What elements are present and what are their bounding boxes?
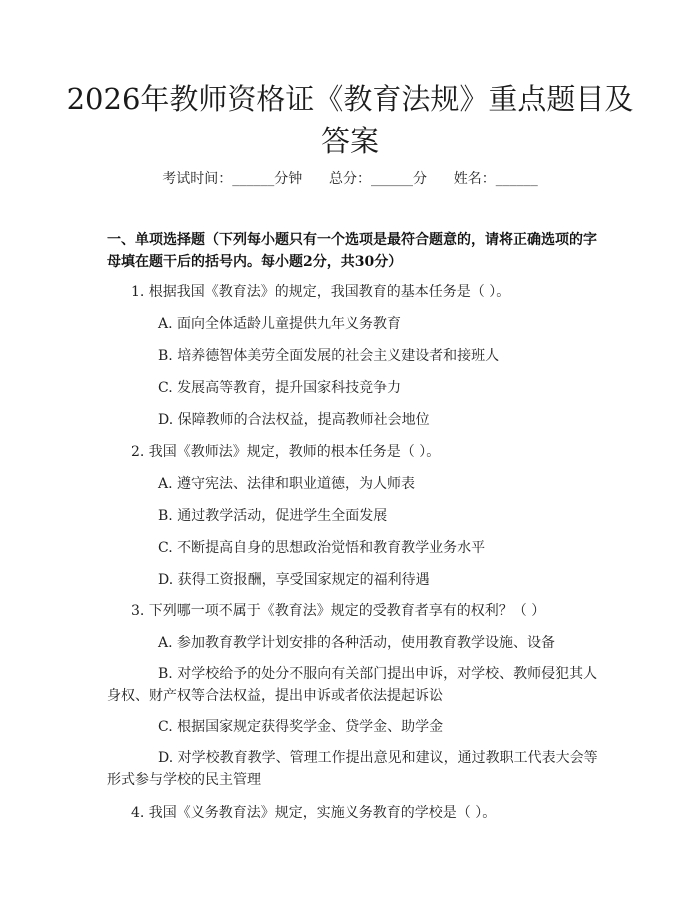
question-3-option-a: A. 参加教育教学计划安排的各种活动，使用教育教学设施、设备 xyxy=(158,635,556,651)
question-3-stem: 3. 下列哪一项不属于《教育法》规定的受教育者享有的权利？（ ） xyxy=(131,603,546,619)
question-1-option-c: C. 发展高等教育，提升国家科技竞争力 xyxy=(158,380,402,396)
question-2-option-b: B. 通过教学活动，促进学生全面发展 xyxy=(158,508,388,524)
question-2-option-c: C. 不断提高自身的思想政治觉悟和教育教学业务水平 xyxy=(158,540,486,556)
document-title xyxy=(60,78,640,162)
section-heading: 一、单项选择题（下列每小题只有一个选项是最符合题意的，请将正确选项的字母填在题干后的括号内。每小题2分，共30分） xyxy=(107,232,597,270)
question-3-option-c: C. 根据国家规定获得奖学金、贷学金、助学金 xyxy=(158,719,444,735)
question-2-option-a: A. 遵守宪法、法律和职业道德，为人师表 xyxy=(158,476,416,492)
question-2-option-d: D. 获得工资报酬，享受国家规定的福利待遇 xyxy=(158,572,430,588)
title-line-1: 2026年教师资格证《教育法规》重点题目及 xyxy=(66,82,634,116)
question-1-option-b: B. 培养德智体美劳全面发展的社会主义建设者和接班人 xyxy=(158,348,500,364)
question-2-stem: 2. 我国《教师法》规定，教师的根本任务是（ ）。 xyxy=(131,444,441,460)
question-3-option-d: D. 对学校教育教学、管理工作提出意见和建议，通过教职工代表大会等形式参与学校的民主管理 xyxy=(107,750,598,788)
question-1-option-d: D. 保障教师的合法权益，提高教师社会地位 xyxy=(158,412,430,428)
question-3-option-b: B. 对学校给予的处分不服向有关部门提出申诉，对学校、教师侵犯其人身权、财产权等合法权益，提出申诉或者依法提起诉讼 xyxy=(107,666,598,704)
question-1-stem: 1. 根据我国《教育法》的规定，我国教育的基本任务是（ ）。 xyxy=(131,284,511,300)
question-1-option-a: A. 面向全体适龄儿童提供九年义务教育 xyxy=(158,316,402,332)
title-line-2: 答案 xyxy=(320,124,379,158)
exam-meta-line: 考试时间：______分钟 总分：______分 姓名：______ xyxy=(162,171,538,187)
question-4-stem: 4. 我国《义务教育法》规定，实施义务教育的学校是（ ）。 xyxy=(131,805,497,821)
